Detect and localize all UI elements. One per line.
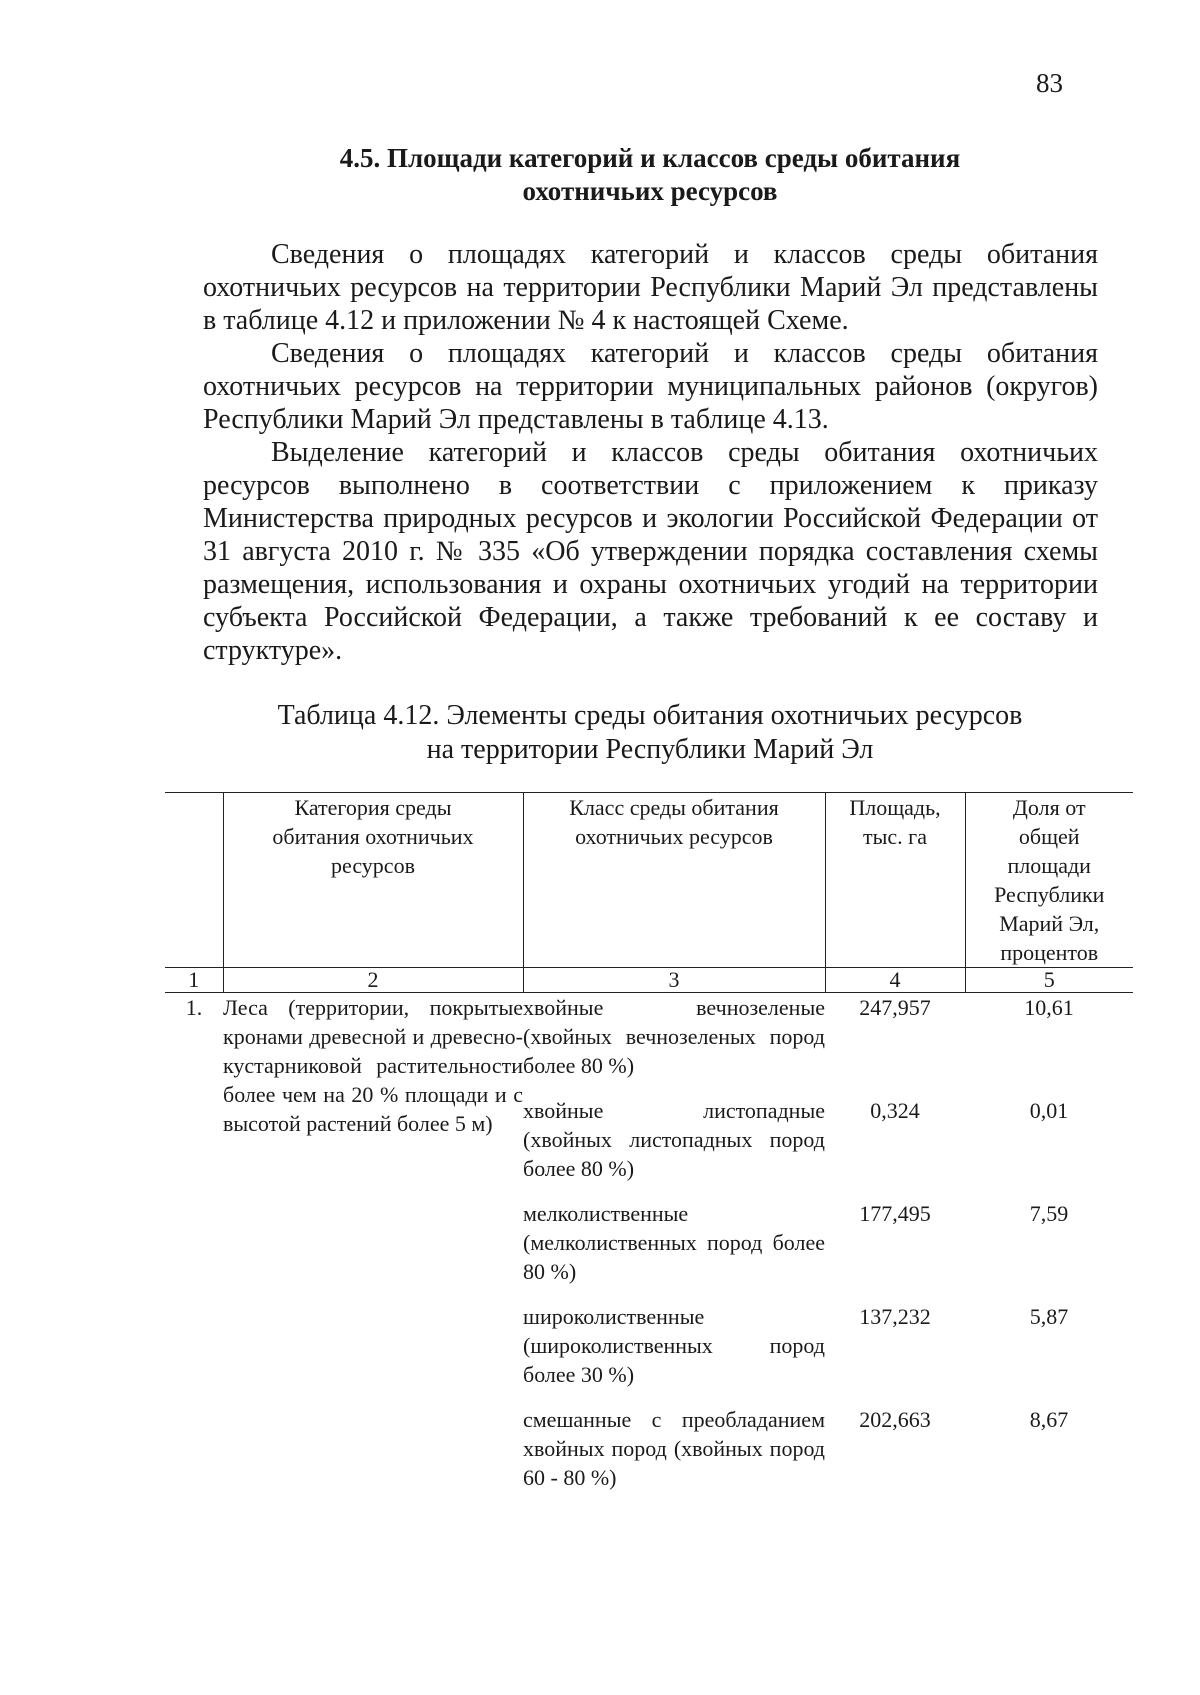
share-cell: 5,87 (1029, 1304, 1069, 1329)
share-cell: 0,01 (1029, 1098, 1069, 1123)
area-cell: 247,957 (859, 995, 931, 1020)
section-heading-line-2: охотничьих ресурсов (522, 176, 778, 206)
class-cell: хвойные листопадные (хвойных листопадных пород более 80 %) (523, 1098, 825, 1181)
area-cell: 177,495 (859, 1201, 931, 1226)
column-number: 5 (965, 968, 1133, 993)
header-area: Площадь, тыс. га (825, 793, 965, 968)
column-number: 4 (825, 968, 965, 993)
table-caption-line-2: на территории Республики Марий Эл (426, 734, 874, 765)
share-cell: 8,67 (1029, 1407, 1069, 1432)
class-cell: смешанные с преобладанием хвойных пород (хвойных пород 60 - 80 %) (523, 1407, 825, 1490)
column-number: 1 (165, 968, 223, 993)
paragraph: Сведения о площадях категорий и классов среды обитания охотничьих ресурсов на территории Республики Марий Эл представлены в таблице 4.12 и приложении № 4 к настоящей Схеме. (203, 239, 1098, 336)
share-cell: 7,59 (1029, 1201, 1069, 1226)
section-heading (200, 142, 1100, 208)
share-cell: 10,61 (1024, 995, 1074, 1020)
page-number: 83 (1036, 68, 1063, 98)
habitat-table (165, 792, 1133, 1492)
class-cell: хвойные вечнозеленые (хвойных вечнозеленых пород более 80 %) (523, 995, 825, 1078)
paragraph: Сведения о площадях категорий и классов среды обитания охотничьих ресурсов на территории муниципальных районов (округов) Республики Марий Эл представлены в таблице 4.13. (203, 338, 1098, 435)
header-index (165, 793, 223, 968)
category-cell: Леса (территории, покрытые кронами древесной и древесно-кустарниковой растительности более чем на 20 % площади и с высотой растений более 5 м) (223, 995, 523, 1136)
area-cell: 137,232 (859, 1304, 931, 1329)
table-caption (200, 699, 1100, 767)
row-index: 1. (185, 995, 203, 1020)
class-cell: широколиственные (широколиственных пород более 30 %) (523, 1304, 825, 1387)
paragraph: Выделение категорий и классов среды обитания охотничьих ресурсов выполнено в соответствии с приложением к приказу Министерства природных ресурсов и экологии Российской Федерации от 31 августа 2010 г. № 335 «Об утверждении порядка составления схемы размещения, использования и охраны охотничьих угодий на территории субъекта Российской Федерации, а также требований к ее составу и структуре». (203, 437, 1098, 666)
table-row (165, 993, 1133, 1081)
header-category: Категория среды обитания охотничьих ресурсов (223, 793, 523, 968)
table-caption-line-1: Таблица 4.12. Элементы среды обитания охотничьих ресурсов (277, 700, 1023, 731)
column-number: 2 (223, 968, 523, 993)
class-cell: мелколиственные (мелколиственных пород более 80 %) (523, 1201, 825, 1284)
header-class: Класс среды обитания охотничьих ресурсов (523, 793, 825, 968)
area-cell: 202,663 (859, 1407, 931, 1432)
table-header-row (165, 793, 1133, 968)
area-cell: 0,324 (870, 1098, 920, 1123)
column-number-row (165, 968, 1133, 993)
body-text (203, 238, 1098, 667)
column-number: 3 (523, 968, 825, 993)
header-share: Доля от общей площади Республики Марий Эл, процентов (965, 793, 1133, 968)
section-heading-line-1: 4.5. Площади категорий и классов среды обитания (339, 143, 961, 173)
